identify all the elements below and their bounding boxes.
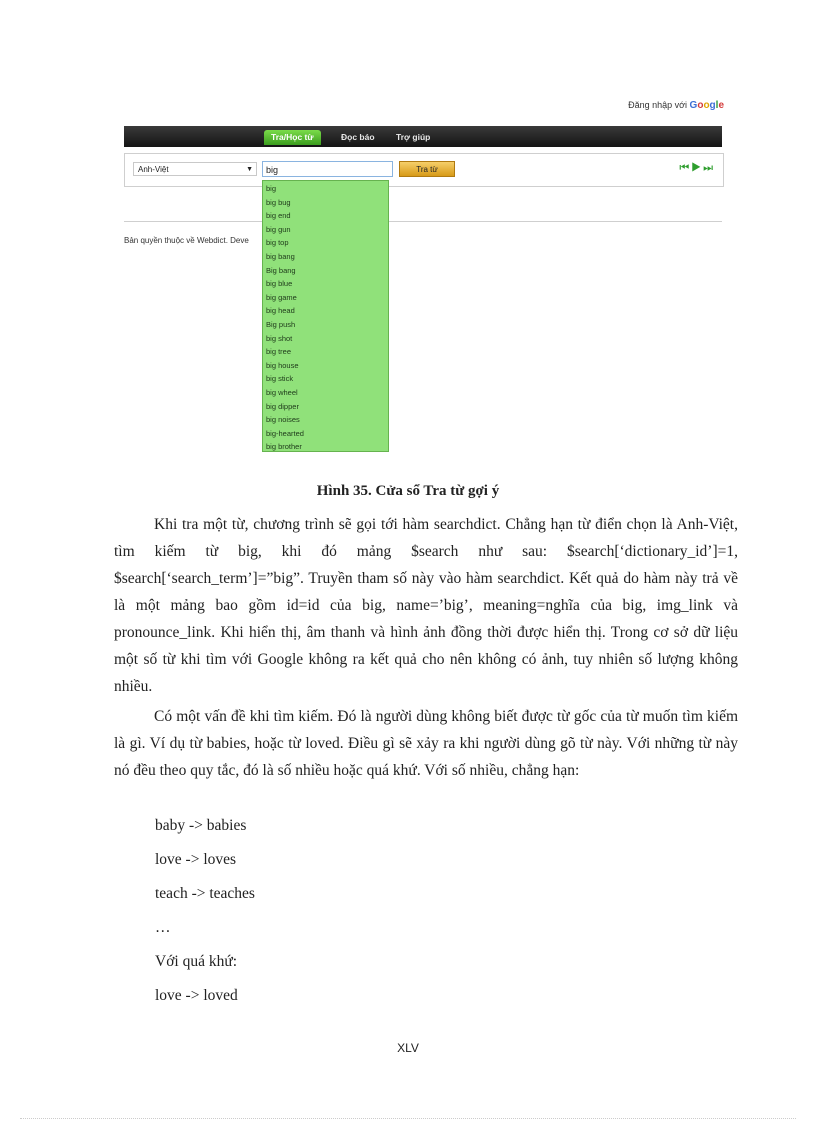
- suggestion-item[interactable]: big house: [266, 360, 299, 370]
- suggestion-item[interactable]: big brother: [266, 442, 302, 452]
- last-icon[interactable]: ⏭: [703, 162, 715, 174]
- example-line: baby -> babies: [155, 817, 247, 834]
- page-separator: [20, 1118, 796, 1119]
- suggestion-item[interactable]: big: [266, 184, 277, 193]
- google-logo: Google: [689, 100, 724, 111]
- top-nav-bar: [124, 126, 722, 147]
- suggestion-item[interactable]: big gun: [266, 224, 291, 234]
- copyright-text: Bản quyền thuộc về Webdict. Deve: [124, 236, 249, 245]
- example-heading: Với quá khứ:: [155, 953, 238, 970]
- example-line: teach -> teaches: [155, 885, 255, 902]
- suggestion-item[interactable]: big bang: [266, 251, 295, 261]
- suggestion-item[interactable]: big dipper: [266, 401, 299, 411]
- search-bar: [124, 153, 724, 187]
- chevron-down-icon: ▼: [246, 166, 253, 173]
- suggestion-item[interactable]: Big push: [266, 319, 296, 329]
- example-line: love -> loves: [155, 851, 237, 868]
- ellipsis-line: …: [155, 919, 171, 936]
- suggestion-item[interactable]: Big bang: [266, 265, 296, 275]
- figure-caption: Hình 35. Cửa sổ Tra từ gợi ý: [316, 483, 500, 499]
- navigation-icons: [679, 162, 715, 175]
- example-line: love -> loved: [155, 987, 238, 1004]
- suggestion-item[interactable]: big tree: [266, 347, 292, 357]
- page-number: XLV: [397, 1041, 419, 1055]
- tab-help[interactable]: Trợ giúp: [396, 132, 431, 142]
- first-icon[interactable]: ⏮: [679, 162, 692, 174]
- login-link[interactable]: Đăng nhập với Google: [628, 100, 724, 111]
- divider: [124, 221, 722, 222]
- suggestion-item[interactable]: big blue: [266, 279, 293, 289]
- suggestion-item[interactable]: big wheel: [266, 387, 298, 397]
- suggestion-item[interactable]: big shot: [266, 333, 293, 343]
- suggestion-item[interactable]: big bug: [266, 197, 291, 207]
- suggestion-item[interactable]: big top: [266, 238, 289, 248]
- webdict-screenshot: [118, 98, 728, 458]
- paragraph: Có một vấn đề khi tìm kiếm. Đó là người dùng không biết được từ gốc của từ muốn tìm kiếm là gì. Ví dụ từ babies, hoặc từ loved. Điều gì sẽ xảy ra khi người dùng gõ từ này. Với những từ này nó đều theo quy tắc, đó là số nhiều hoặc quá khứ. Với số nhiều, chẳng hạn:: [114, 708, 738, 779]
- search-input[interactable]: big: [262, 161, 393, 177]
- suggestion-item[interactable]: big game: [266, 292, 297, 302]
- suggestion-item[interactable]: big end: [266, 211, 291, 221]
- tab-lookup[interactable]: Tra/Học từ: [264, 130, 321, 145]
- suggestion-item[interactable]: big-hearted: [266, 428, 304, 438]
- dictionary-select[interactable]: Anh-Việt ▼: [133, 162, 257, 176]
- suggestion-item[interactable]: big noises: [266, 415, 300, 425]
- suggestion-item[interactable]: big head: [266, 306, 295, 316]
- next-icon[interactable]: ▶: [691, 162, 704, 174]
- paragraph: Khi tra một từ, chương trình sẽ gọi tới hàm searchdict. Chẳng hạn từ điển chọn là Anh-Việt, tìm kiếm từ big, khi đó mảng $search như sau: $search[‘dictionary_id’]=1, $search[‘search_term’]=”big”. Truyền tham số này vào hàm searchdict. Kết quả do hàm này trả về là một mảng bao gồm id=id của big, name=’big’, meaning=nghĩa của big, img_link và pronounce_link. Khi hiển thị, âm thanh và hình ảnh đồng thời được hiển thị. Trong cơ sở dữ liệu một số từ khi tìm với Google không ra kết quả cho nên không có ảnh, tuy nhiên số lượng không nhiều.: [114, 516, 738, 695]
- suggestion-item[interactable]: big stick: [266, 374, 294, 384]
- search-button[interactable]: Tra từ: [399, 161, 455, 177]
- tab-reading[interactable]: Đọc báo: [341, 132, 375, 142]
- suggestion-dropdown: [262, 180, 389, 452]
